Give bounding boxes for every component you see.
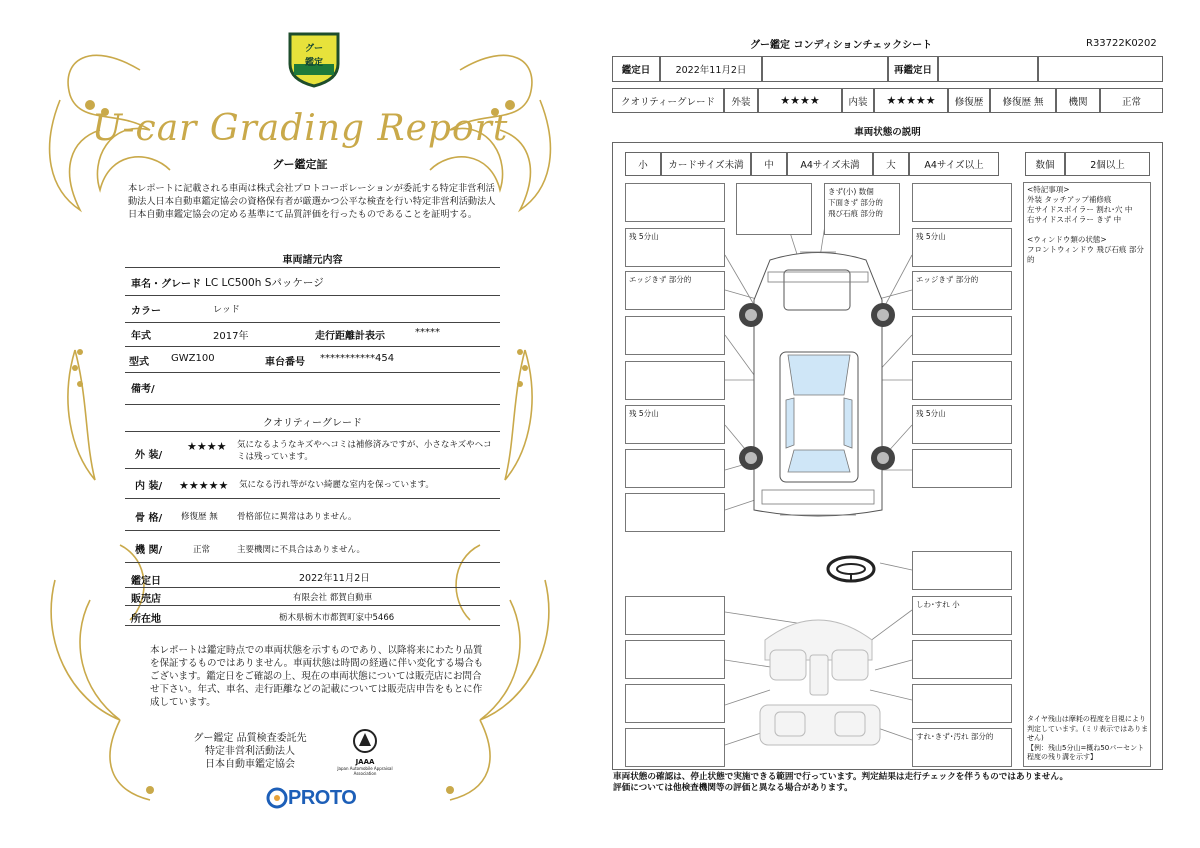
damage-box [625,361,725,400]
size-mid-desc: A4サイズ未満 [787,152,873,176]
damage-box [625,684,725,723]
goo-kantei-logo [286,30,342,88]
interior-row [125,473,500,499]
damage-box [625,183,725,222]
condition-header: 車両状態の説明 [612,119,1163,143]
proto-mark-icon [266,787,288,809]
damage-box: 残 5分山 [625,228,725,267]
damage-box: すれ･きず･汚れ 部分的 [912,728,1012,767]
shop-value: 有限会社 都賀自動車 [293,593,373,603]
frame-row [125,506,500,531]
proto-text: PROTO [288,786,357,809]
jaaa-emblem-icon [353,728,377,754]
date-value: 2022年11月2日 [299,573,370,584]
mileage-label: 走行距離計表示 [315,331,385,342]
intro-text: 本レポートに記載される車両は株式会社プロトコーポレーションが委託する特定非営利活動法人日本自動車鑑定協会の資格保有者が厳選かつ公平な検査を行い特定非営利活動法人日本自動車鑑定協会の定める基準にて品質評価を行ったものであることを証明する。 [128,183,496,220]
damage-box: きず(小) 数個 下面きず 部分的 飛び石痕 部分的 [824,183,900,235]
damage-box [912,316,1012,355]
engine-label: 機関 [1056,88,1100,113]
tire-note: タイヤ残山は摩耗の程度を目視により判定しています。(ミリ表示ではありません) 【例：残山5分山=概ね50パーセント程度の残り溝を示す】 [1027,715,1149,761]
exterior-label: 外 装/ [135,450,163,461]
damage-box [625,449,725,488]
jaaa-sub: Japan Automobile Appraisal Association [337,766,393,776]
year-label: 年式 [131,331,151,342]
damage-box: 残 5分山 [625,405,725,444]
car-name-value: LC LC500h Sパッケージ [205,277,324,289]
car-name-row [125,275,500,296]
remarks-row [125,380,500,405]
size-mid: 中 [751,152,787,176]
remarks-label: 備考/ [131,384,155,395]
logo-text: グー 鑑定 [304,44,323,68]
car-name-label: 車名・グレード [131,279,201,290]
damage-box [912,361,1012,400]
divider [125,431,500,432]
engine-value: 正常 [1100,88,1163,113]
count-label: 数個 [1025,152,1065,176]
damage-box: 残 5分山 [912,405,1012,444]
interior-label: 内 装/ [135,481,163,492]
damage-box: エッジきず 部分的 [912,271,1012,310]
year-row [125,327,500,347]
frame-value: 修復歴 無 [181,512,218,522]
damage-box: 残 5分山 [912,228,1012,267]
damage-box: エッジきず 部分的 [625,271,725,310]
engine-value: 正常 [193,545,211,555]
footer-note: 車両状態の確認は、停止状態で実施できる範囲で行っています。判定結果は走行チェックを伴うものではありません。 [613,772,1069,782]
color-label: カラー [131,306,161,317]
damage-box [625,316,725,355]
interior-label: 内装 [842,88,874,113]
specs-header: 車両諸元内容 [282,255,343,266]
chassis-label: 車台番号 [265,357,305,368]
engine-label: 機 関/ [135,545,163,556]
proto-logo [266,786,356,810]
damage-box [625,728,725,767]
steering-wheel-icon [828,557,874,581]
sheet-id: R33722K0202 [1086,38,1157,49]
size-small-desc: カードサイズ未満 [661,152,751,176]
damage-box [912,684,1012,723]
count-value: 2個以上 [1065,152,1150,176]
footer-line: 特定非営利活動法人 [205,746,295,757]
divider [125,267,500,268]
date-value: 2022年11月2日 [660,56,762,82]
interior-stars: ★★★★★ [874,88,948,113]
jaaa-label: JAAA [355,758,375,766]
color-row [125,302,500,323]
size-large: 大 [873,152,909,176]
exterior-label: 外装 [724,88,758,113]
reappraisal-label: 再鑑定日 [888,56,938,82]
model-label: 型式 [129,357,149,368]
report-title: U-car Grading Report [91,108,509,149]
date-label: 鑑定日 [131,576,161,587]
damage-box [736,183,812,235]
size-small: 小 [625,152,661,176]
frame-desc: 骨格部位に異常はありません。 [237,512,357,522]
damage-box [625,640,725,679]
size-large-desc: A4サイズ以上 [909,152,999,176]
quality-header: クオリティーグレード [263,418,362,429]
mileage-value: ***** [415,327,440,338]
date-label: 鑑定日 [612,56,660,82]
address-value: 栃木県栃木市都賀町家中5466 [279,613,395,623]
model-value: GWZ100 [171,353,215,364]
repair-value: 修復歴 無 [990,88,1056,113]
quality-label: クオリティーグレード [612,88,724,113]
footer-notes [613,772,1173,794]
damage-box [912,640,1012,679]
year-value: 2017年 [213,331,249,342]
chassis-value: ***********454 [320,353,395,364]
footer-note: 評価については他検査機関等の評価と異なる場合があります。 [613,783,853,793]
exterior-stars: ★★★★ [187,440,227,453]
damage-box [625,493,725,532]
report-subtitle: グー鑑定証 [272,158,328,171]
engine-desc: 主要機関に不具合はありません。 [237,545,366,555]
address-label: 所在地 [131,614,161,625]
repair-label: 修復歴 [948,88,990,113]
color-value: レッド [213,305,240,315]
exterior-row [125,436,500,469]
frame-label: 骨 格/ [135,513,163,524]
special-notes: <特記事項> 外装 タッチアップ補修痕 左サイドスポイラー 割れ･穴 中 右サイドスポイラー きず 中 <ウィンドウ類の状態> フロントウィンドウ 飛び石痕 部分的 [1027,185,1144,264]
shop-label: 販売店 [131,594,161,605]
date-row [125,570,500,588]
condition-check-sheet [600,0,1200,848]
interior-stars: ★★★★★ [179,479,229,492]
jaaa-logo [330,728,400,778]
exterior-desc: 気になるようなキズやヘコミは補修済みですが、小さなキズやヘコミは残っています。 [237,440,492,462]
damage-box [912,449,1012,488]
footer-line: 日本自動車鑑定協会 [205,759,295,770]
exterior-stars: ★★★★ [758,88,842,113]
damage-box [912,183,1012,222]
shop-row [125,590,500,606]
engine-row [125,538,500,563]
damage-box [625,596,725,635]
model-row [125,353,500,373]
damage-box: しわ･すれ 小 [912,596,1012,635]
footer-line: グー鑑定 品質検査委託先 [193,733,307,744]
notice-text: 本レポートは鑑定時点での車両状態を示すものであり、以降将来にわたり品質を保証するものではありません。車両状態は時間の経過に伴い変化する場合もございます。鑑定日をご確認の上、現在の車両状態については販売店にお問合せ下さい。年式、車名、走行距離などの記載については販売店申告をもとに作成しています。 [150,645,484,708]
damage-box [912,551,1012,590]
sheet-title: グー鑑定 コンディションチェックシート [750,40,933,51]
interior-desc: 気になる汚れ等がない綺麗な室内を保っています。 [239,480,434,490]
footer-org [180,732,320,771]
address-row [125,608,500,626]
